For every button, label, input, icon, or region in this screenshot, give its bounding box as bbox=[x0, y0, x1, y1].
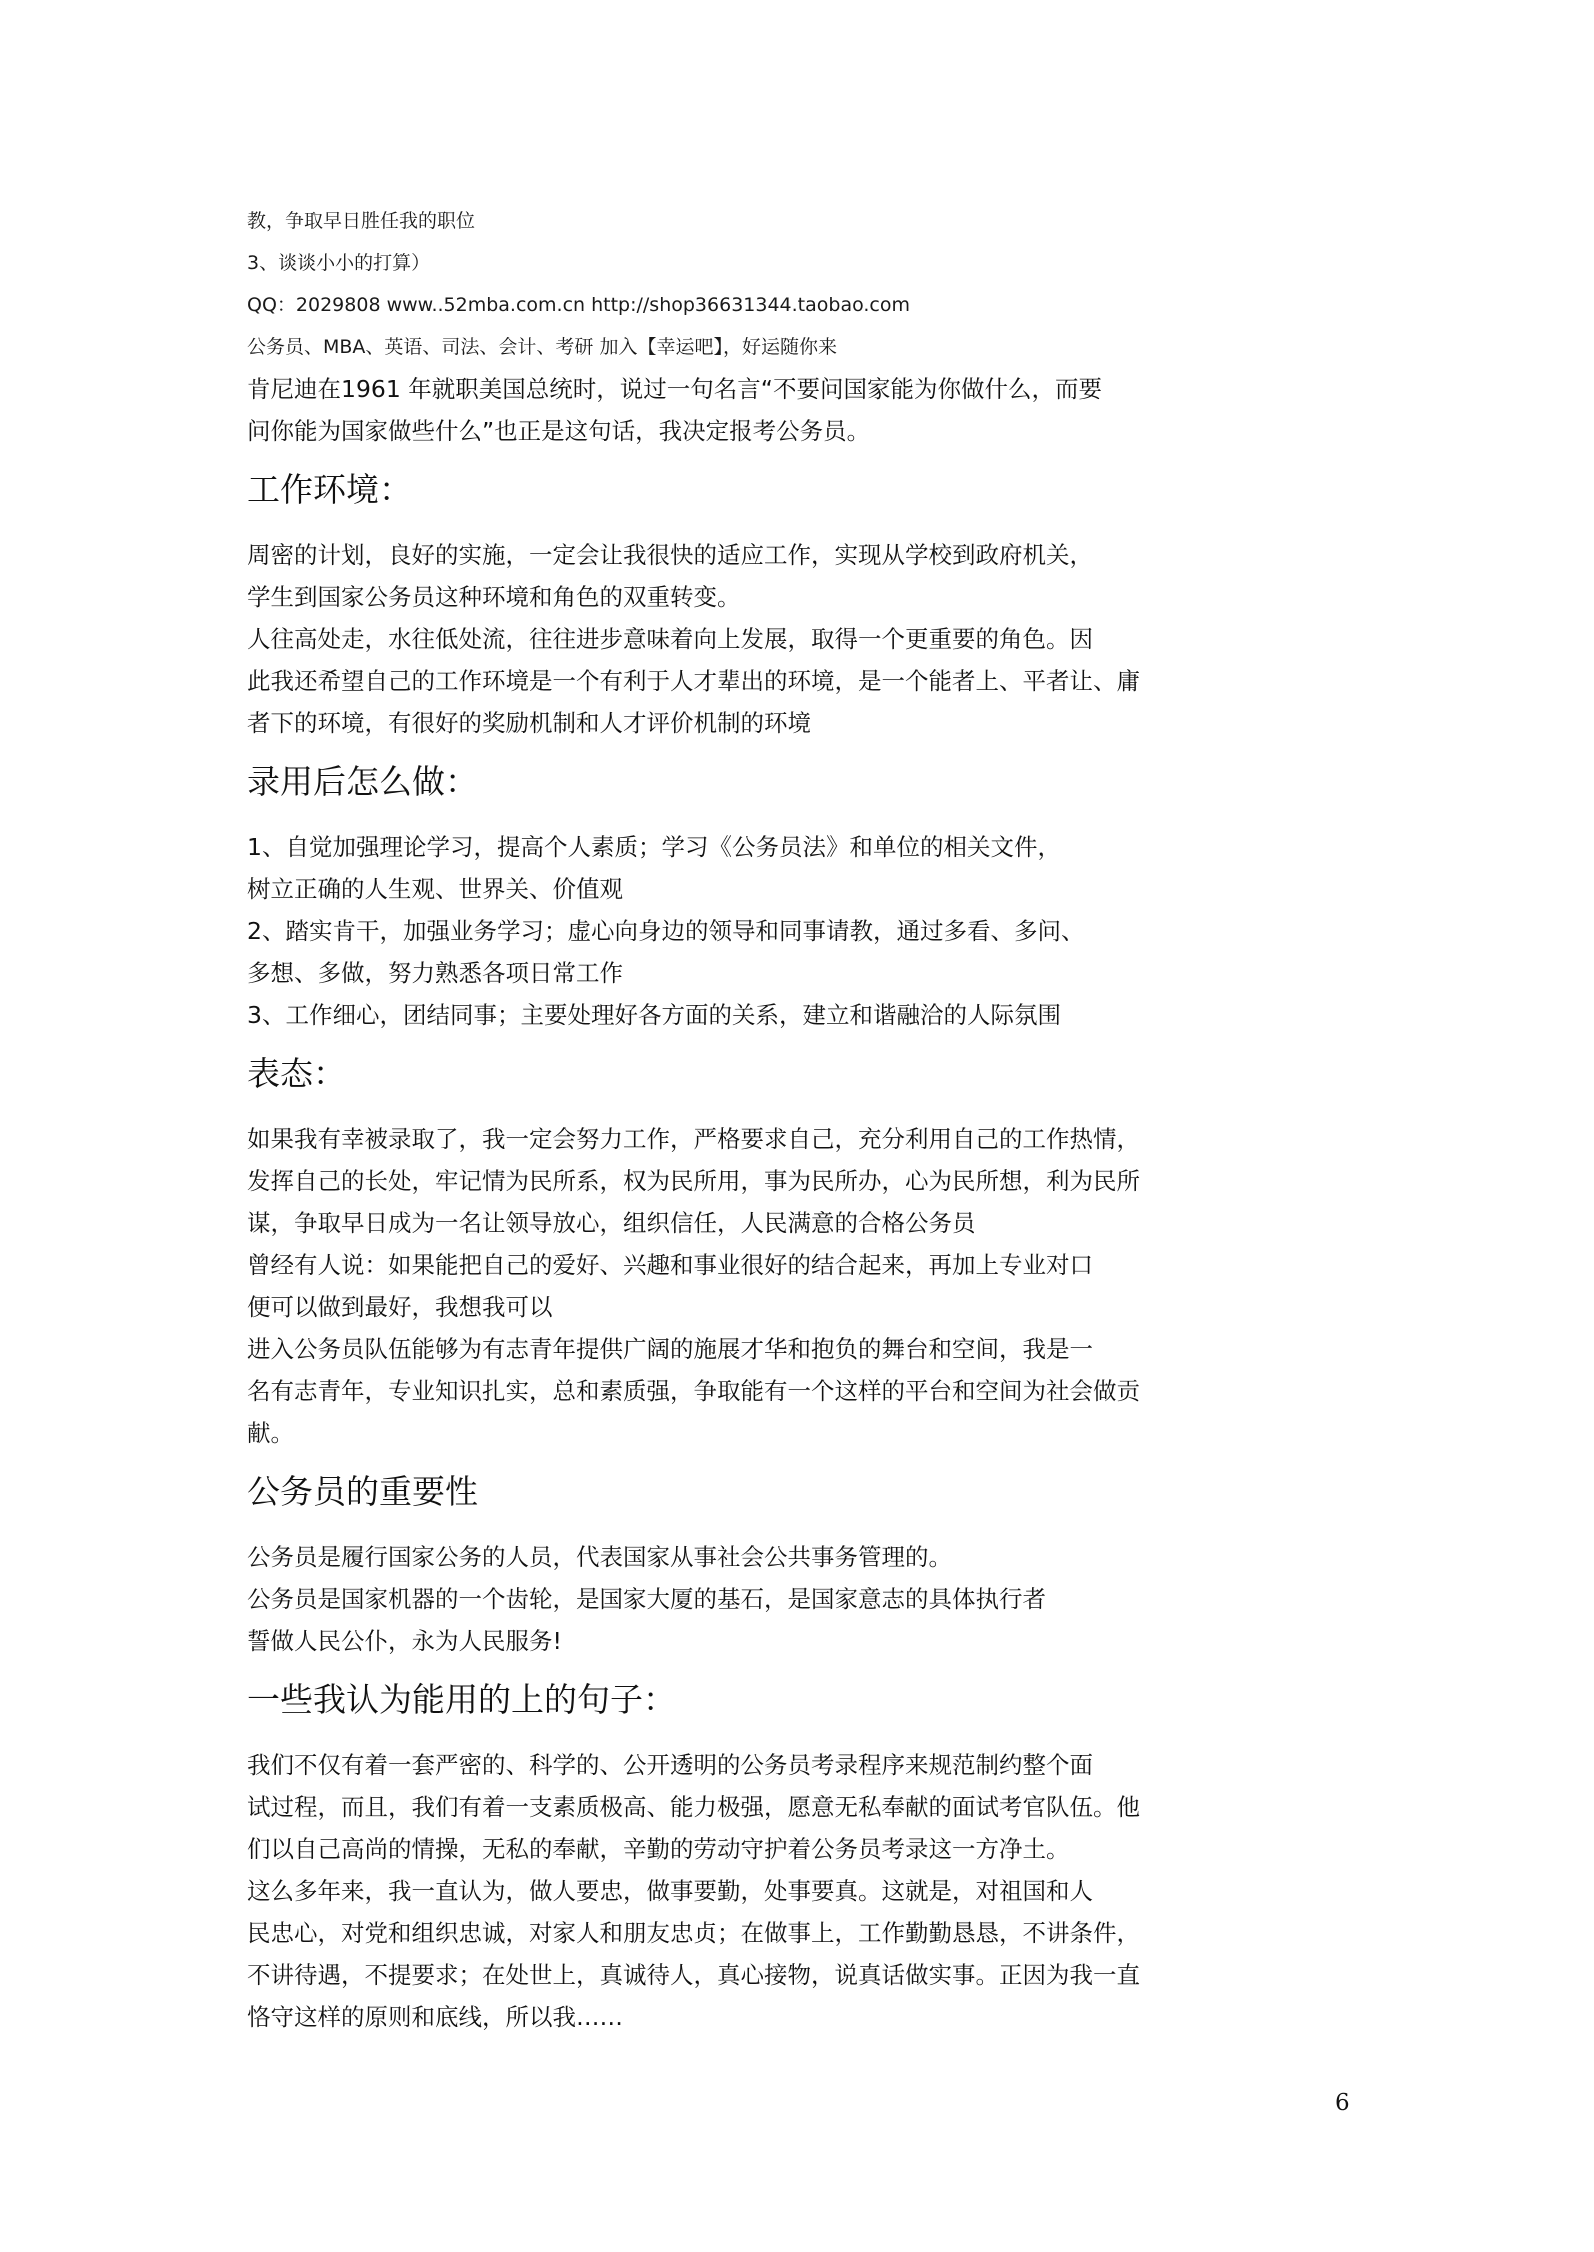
paragraph-line: 试过程，而且，我们有着一支素质极高、能力极强，愿意无私奉献的面试考官队伍。他 bbox=[247, 1793, 1140, 1821]
paragraph-line: 民忠心，对党和组织忠诚，对家人和朋友忠贞；在做事上，工作勤勤恳恳，不讲条件， bbox=[247, 1919, 1140, 1947]
paragraph-line: 公务员是国家机器的一个齿轮，是国家大厦的基石，是国家意志的具体执行者 bbox=[247, 1585, 1046, 1613]
section-statement bbox=[247, 1052, 1367, 1454]
paragraph-line: 肯尼迪在1961 年就职美国总统时，说过一句名言“不要问国家能为你做什么，而要 bbox=[247, 375, 1102, 403]
intro-paragraph bbox=[247, 368, 1367, 452]
header-contact-line: QQ：2029808 www..52mba.com.cn http://shop36631344.taobao.com bbox=[247, 294, 911, 316]
paragraph-line: 问你能为国家做些什么”也正是这句话，我决定报考公务员。 bbox=[247, 417, 871, 445]
paragraph-line: 曾经有人说：如果能把自己的爱好、兴趣和事业很好的结合起来，再加上专业对口 bbox=[247, 1251, 1093, 1279]
paragraph-line: 们以自己高尚的情操，无私的奉献，辛勤的劳动守护着公务员考录这一方净土。 bbox=[247, 1835, 1070, 1863]
page-number: 6 bbox=[1335, 2090, 1350, 2116]
header-line: 3、谈谈小小的打算） bbox=[247, 252, 431, 274]
paragraph-line: 恪守这样的原则和底线，所以我…… bbox=[247, 2003, 623, 2031]
paragraph-line: 不讲待遇，不提要求；在处世上，真诚待人，真心接物，说真话做实事。正因为我一直 bbox=[247, 1961, 1140, 1989]
paragraph-line: 树立正确的人生观、世界关、价值观 bbox=[247, 875, 623, 903]
paragraph-line: 1、自觉加强理论学习，提高个人素质；学习《公务员法》和单位的相关文件， bbox=[247, 833, 1061, 861]
section-heading: 录用后怎么做： bbox=[247, 762, 478, 801]
section-after-hiring bbox=[247, 760, 1367, 1036]
paragraph-line: 誓做人民公仆，永为人民服务! bbox=[247, 1627, 562, 1655]
paragraph-line: 如果我有幸被录取了，我一定会努力工作，严格要求自己，充分利用自己的工作热情， bbox=[247, 1125, 1140, 1153]
paragraph-line: 周密的计划，良好的实施，一定会让我很快的适应工作，实现从学校到政府机关， bbox=[247, 541, 1093, 569]
paragraph-line: 公务员是履行国家公务的人员，代表国家从事社会公共事务管理的。 bbox=[247, 1543, 952, 1571]
section-heading: 一些我认为能用的上的句子： bbox=[247, 1680, 676, 1719]
paragraph-line: 名有志青年，专业知识扎实，总和素质强，争取能有一个这样的平台和空间为社会做贡 bbox=[247, 1377, 1140, 1405]
paragraph-line: 2、踏实肯干，加强业务学习；虚心向身边的领导和同事请教，通过多看、多问、 bbox=[247, 917, 1085, 945]
paragraph-line: 进入公务员队伍能够为有志青年提供广阔的施展才华和抱负的舞台和空间，我是一 bbox=[247, 1335, 1093, 1363]
paragraph-line: 学生到国家公务员这种环境和角色的双重转变。 bbox=[247, 583, 741, 611]
paragraph-line: 多想、多做，努力熟悉各项日常工作 bbox=[247, 959, 623, 987]
paragraph-line: 谋，争取早日成为一名让领导放心，组织信任，人民满意的合格公务员 bbox=[247, 1209, 976, 1237]
section-heading: 表态： bbox=[247, 1054, 346, 1093]
section-heading: 公务员的重要性 bbox=[247, 1472, 478, 1511]
header-line: 教，争取早日胜任我的职位 bbox=[247, 210, 476, 232]
section-useful-sentences bbox=[247, 1678, 1367, 2038]
paragraph-line: 献。 bbox=[247, 1419, 294, 1447]
paragraph-line: 3、工作细心，团结同事；主要处理好各方面的关系，建立和谐融洽的人际氛围 bbox=[247, 1001, 1061, 1029]
section-importance bbox=[247, 1470, 1367, 1662]
paragraph-line: 我们不仅有着一套严密的、科学的、公开透明的公务员考录程序来规范制约整个面 bbox=[247, 1751, 1093, 1779]
paragraph-line: 此我还希望自己的工作环境是一个有利于人才辈出的环境，是一个能者上、平者让、庸 bbox=[247, 667, 1140, 695]
section-heading: 工作环境： bbox=[247, 470, 412, 509]
paragraph-line: 人往高处走，水往低处流，往往进步意味着向上发展，取得一个更重要的角色。因 bbox=[247, 625, 1093, 653]
section-work-environment bbox=[247, 468, 1367, 744]
paragraph-line: 这么多年来，我一直认为，做人要忠，做事要勤，处事要真。这就是，对祖国和人 bbox=[247, 1877, 1093, 1905]
header-ad-line: 公务员、MBA、英语、司法、会计、考研 加入【幸运吧】，好运随你来 bbox=[247, 336, 837, 358]
header-block bbox=[247, 200, 1367, 368]
paragraph-line: 便可以做到最好，我想我可以 bbox=[247, 1293, 553, 1321]
paragraph-line: 者下的环境，有很好的奖励机制和人才评价机制的环境 bbox=[247, 709, 811, 737]
page-content bbox=[247, 200, 1367, 2038]
paragraph-line: 发挥自己的长处，牢记情为民所系，权为民所用，事为民所办，心为民所想，利为民所 bbox=[247, 1167, 1140, 1195]
